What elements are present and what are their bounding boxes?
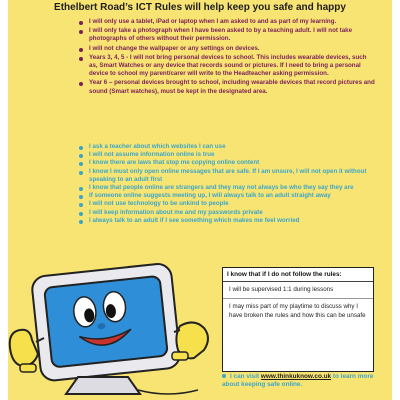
rule-item: I will not change the wallpaper or any settings on devices. (76, 45, 376, 53)
consequence-item: I may miss part of my playtime to discuss why I have broken the rules and how this can be unsafe (229, 303, 366, 319)
bullet-icon (222, 374, 226, 378)
visit-suffix: to learn more about keeping safe online. (222, 373, 374, 389)
rule-item: I will keep information about me and my passwords private (76, 209, 376, 217)
rule-item: I know there are laws that stop me copying online content (76, 159, 376, 167)
consequence-item: I will be supervised 1:1 during lessons (223, 282, 373, 299)
rule-item: I ask a teacher about which websites I can use (76, 143, 376, 151)
computer-mascot-icon (8, 262, 223, 400)
visit-prefix: I can visit (230, 373, 261, 380)
rules-list-devices (76, 18, 376, 97)
rule-item: I always talk to an adult if I see something which makes me feel worried (76, 217, 376, 225)
rule-item: I will not assume information online is true (76, 151, 376, 159)
ict-rules-poster (8, 0, 392, 400)
rule-item: Year 6 – personal devices brought to school, including wearable devices that record pictures and sound (Smart watches), must be kept in the designated area. (76, 79, 376, 95)
consequences-heading: I know that if I do not follow the rules: (223, 268, 373, 282)
rule-item: If someone online suggests meeting up, I will always talk to an adult straight away (76, 192, 376, 200)
rule-item: I know that people online are strangers and they may not always be who they say they are (76, 184, 376, 192)
rule-item: Years 3, 4, 5 - I will not bring personal devices to school. This includes wearable devices, such as, Smart Watches or any device that records sound or pictures. If I need to bring a personal device to school my parent/carer will write to the Headteacher asking permission. (76, 54, 376, 79)
consequences-box (222, 267, 374, 372)
visit-note (222, 373, 382, 390)
rule-item: I will only take a photograph when I have been asked to by a teaching adult. I will not take photographs of others without their permission. (76, 27, 376, 43)
rules-list-online (76, 143, 376, 225)
rule-item: I will not use technology to be unkind to people (76, 200, 376, 208)
thinkuknow-link[interactable]: www.thinkuknow.co.uk (260, 373, 332, 380)
poster-title: Ethelbert Road’s ICT Rules will help keep you safe and happy (54, 2, 346, 13)
rule-item: I will only use a tablet, iPad or laptop when I am asked to and as part of my learning. (76, 18, 376, 26)
rule-item: I know I must only open online messages that are safe. If I am unsure, I will not open it without speaking to an adult first (76, 168, 376, 184)
